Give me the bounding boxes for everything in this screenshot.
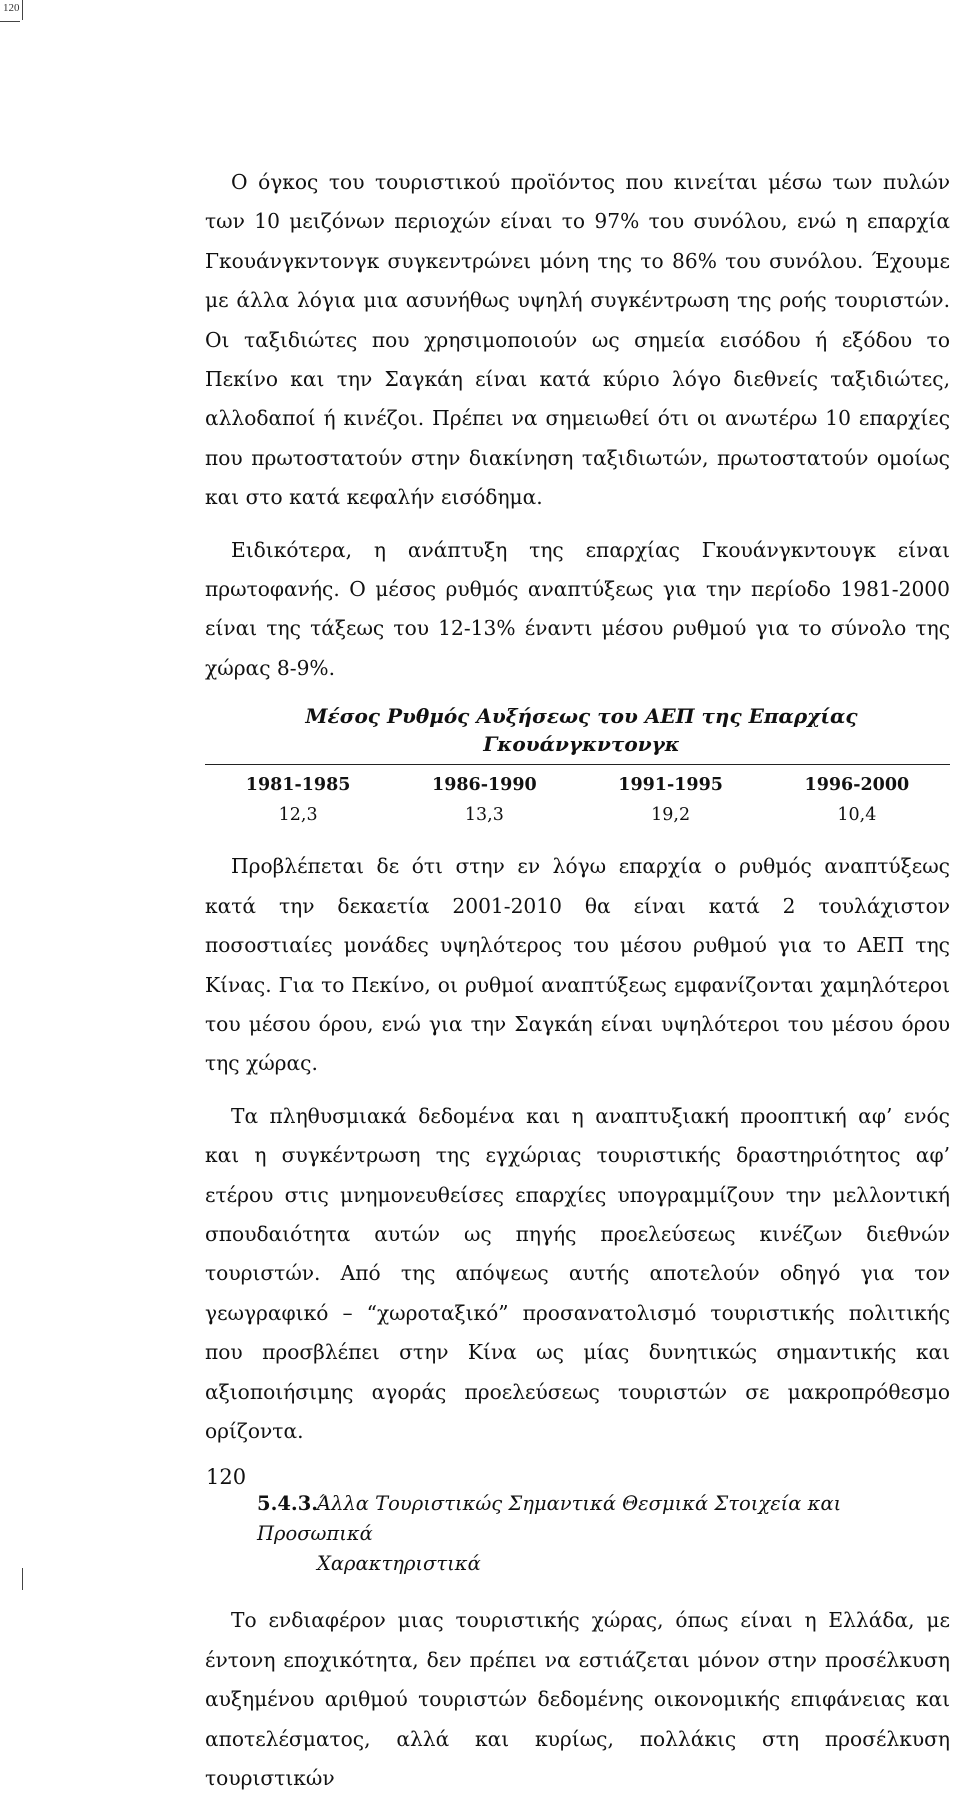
table-caption: Μέσος Ρυθμός Αυξήσεως του ΑΕΠ της Επαρχίας Γκουάνγκντονγκ bbox=[305, 704, 858, 757]
table-cell: 10,4 bbox=[837, 805, 877, 826]
paragraph-2: Ειδικότερα, η ανάπτυξη της επαρχίας Γκουάνγκντουγκ είναι πρωτοφανής. Ο μέσος ρυθμός αναπτύξεως για την περίοδο 1981-2000 είναι της τάξεως του 12-13% έναντι μέσου ρυθμού για το σύνολο της χώρας 8-9%. bbox=[205, 537, 950, 680]
table-header-cell: 1981-1985 bbox=[245, 775, 351, 796]
paragraph-1: Ο όγκος του τουριστικού προϊόντος που κινείται μέσω των πυλών των 10 μειζόνων περιοχών είναι το 97% του συνόλου, ενώ η επαρχία Γκουάνγκντονγκ συγκεντρώνει μόνη της το 86% του συνόλου. Έχουμε με άλλα λόγια μια ασυνήθως υψηλή συγκέντρωση της ροής τουριστών. Οι ταξιδιώτες που χρησιμοποιούν ως σημεία εισόδου ή εξόδου το Πεκίνο και την Σαγκάη είναι κατά κύριο λόγο διεθνείς ταξιδιώτες, αλλοδαποί ή κινέζοι. Πρέπει να σημειωθεί ότι οι ανωτέρω 10 επαρχίες που πρωτοστατούν στην διακίνηση ταξιδιωτών, πρωτοστατούν ομοίως και στο κατά κεφαλήν εισόδημα. bbox=[205, 170, 950, 510]
section-number: 5.4.3. bbox=[257, 1492, 319, 1516]
corner-page-number: 120 bbox=[3, 2, 20, 14]
table-row bbox=[205, 801, 950, 829]
table-cell: 12,3 bbox=[278, 805, 318, 826]
paragraph-3: Προβλέπεται δε ότι στην εν λόγω επαρχία ο ρυθμός αναπτύξεως κατά την δεκαετία 2001-2010 θα είναι κατά 2 τουλάχιστον ποσοστιαίες μονάδες υψηλότερος του μέσου ρυθμού για το ΑΕΠ της Κίνας. Για το Πεκίνο, οι ρυθμοί αναπτύξεως εμφανίζονται χαμηλότεροι του μέσου όρου, ενώ για την Σαγκάη είναι υψηλότεροι του μέσου όρου της χώρας. bbox=[205, 854, 950, 1076]
table-cell: 13,3 bbox=[464, 805, 504, 826]
gdp-growth-table bbox=[205, 764, 950, 829]
gdp-growth-table-block bbox=[205, 702, 950, 829]
paragraph-4: Τα πληθυσμιακά δεδομένα και η αναπτυξιακή προοπτική αφ’ ενός και η συγκέντρωση της εγχώριας τουριστικής δραστηριότητος αφ’ ετέρου στις μνημονευθείσες επαρχίες υπογραμμίζουν την μελλοντική σπουδαιότητα αυτών ως πηγής προελεύσεως κινέζων διεθνών τουριστών. Από της απόψεως αυτής αποτελούν οδηγό για τον γεωγραφικό – “χωροταξικό” προσανατολισμό τουριστικής πολιτικής που προσβλέπει στην Κίνα ως μίας δυνητικώς σημαντικής και αξιοποιήσιμης αγοράς προελεύσεως τουριστών σε μακροπρόθεσμο ορίζοντα. bbox=[205, 1103, 950, 1443]
crop-mark-top-horizontal bbox=[0, 21, 20, 22]
table-header-cell: 1996-2000 bbox=[804, 775, 910, 796]
footer-page-number: 120 bbox=[206, 1465, 247, 1489]
crop-mark-top-vertical bbox=[22, 0, 23, 20]
table-header-row bbox=[205, 765, 950, 802]
section-title-line-2: Χαρακτηριστικά bbox=[317, 1552, 481, 1576]
crop-mark-bottom-vertical bbox=[22, 1568, 23, 1590]
table-header-cell: 1991-1995 bbox=[618, 775, 723, 796]
paragraph-5: Το ενδιαφέρον μιας τουριστικής χώρας, όπως είναι η Ελλάδα, με έντονη εποχικότητα, δεν πρέπει να εστιάζεται μόνον στην προσέλκυση αυξημένου αριθμού τουριστών δεδομένης οικονομικής επιφάνειας και αποτελέσματος, αλλά και κυρίως, πολλάκις στη προσέλκυση τουριστικών bbox=[205, 1608, 950, 1790]
page-body bbox=[205, 163, 950, 1798]
section-heading bbox=[205, 1489, 950, 1579]
table-cell: 19,2 bbox=[651, 805, 691, 826]
table-header-cell: 1986-1990 bbox=[432, 775, 537, 796]
section-title-line-1: Άλλα Τουριστικώς Σημαντικά Θεσμικά Στοιχεία και Προσωπικά bbox=[257, 1492, 842, 1546]
